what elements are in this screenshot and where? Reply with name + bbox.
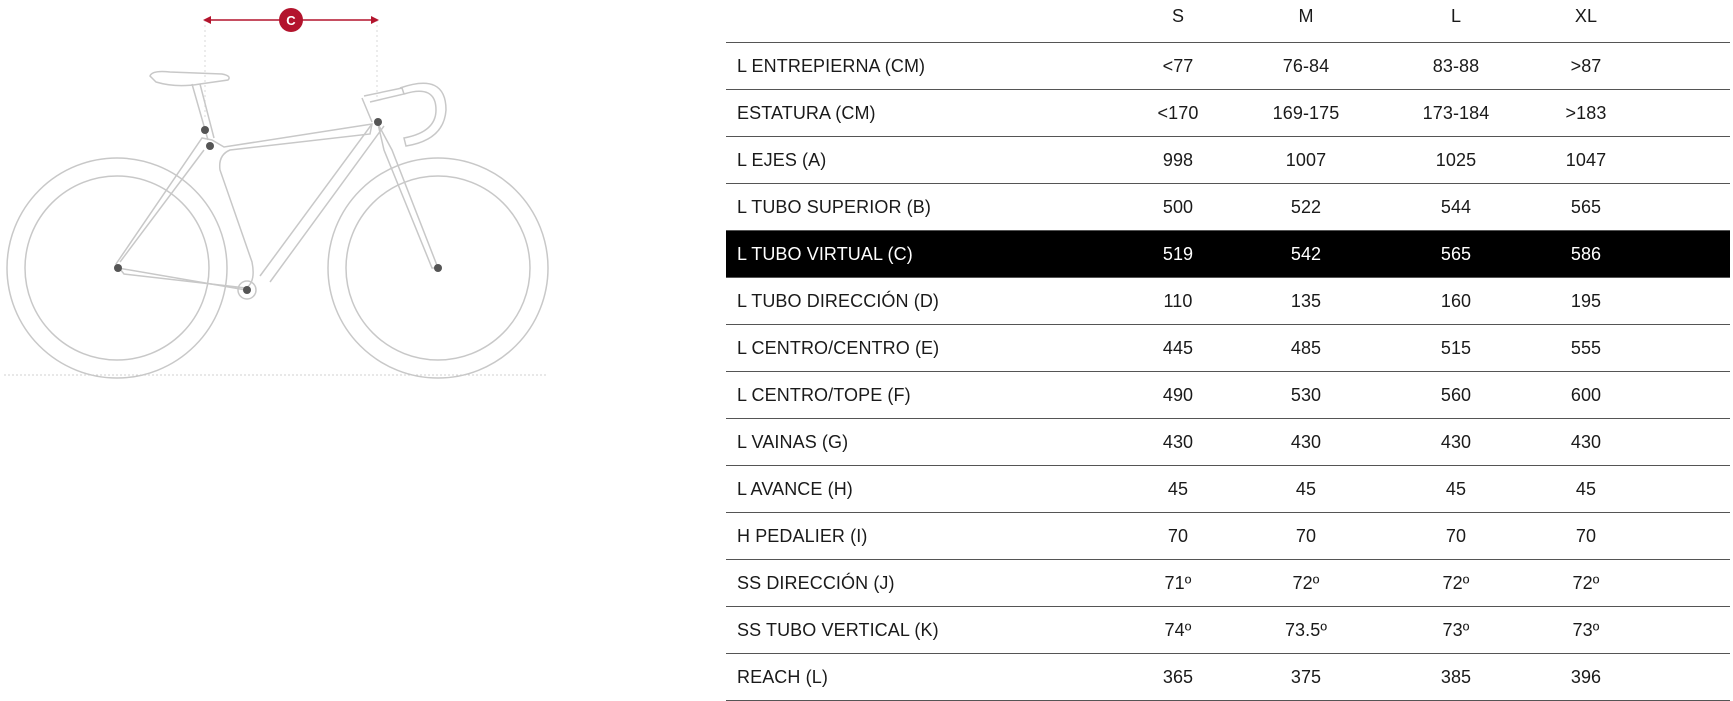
joint-front-axle <box>434 264 442 272</box>
cell-value: 515 <box>1370 325 1542 372</box>
cell-value: 73.5º <box>1242 607 1370 654</box>
cell-value: 430 <box>1114 419 1242 466</box>
cell-value: 160 <box>1370 278 1542 325</box>
row-pad <box>1630 43 1730 90</box>
cell-value: <170 <box>1114 90 1242 137</box>
cell-value: 385 <box>1370 654 1542 701</box>
row-label: L AVANCE (H) <box>726 466 1114 513</box>
row-label: L TUBO VIRTUAL (C) <box>726 231 1114 278</box>
cell-value: 998 <box>1114 137 1242 184</box>
table-row <box>726 560 1730 607</box>
cell-value: 1007 <box>1242 137 1370 184</box>
header-blank <box>726 0 1114 43</box>
frame-outline <box>116 124 372 288</box>
cell-value: 544 <box>1370 184 1542 231</box>
row-label: L VAINAS (G) <box>726 419 1114 466</box>
seat-stay <box>120 150 204 262</box>
row-pad <box>1630 513 1730 560</box>
table-body <box>726 43 1730 701</box>
handlebar <box>400 83 446 146</box>
cell-value: 396 <box>1542 654 1630 701</box>
cell-value: 110 <box>1114 278 1242 325</box>
row-pad <box>1630 607 1730 654</box>
cell-value: 73º <box>1542 607 1630 654</box>
cell-value: 70 <box>1114 513 1242 560</box>
cell-value: 555 <box>1542 325 1630 372</box>
joint-seat-top <box>201 126 209 134</box>
cell-value: 519 <box>1114 231 1242 278</box>
down-tube-lower <box>270 126 384 282</box>
cell-value: 72º <box>1542 560 1630 607</box>
cell-value: 565 <box>1542 184 1630 231</box>
stem <box>362 88 404 122</box>
dimension-c-arrow-left <box>203 16 211 24</box>
joint-rear-axle <box>114 264 122 272</box>
row-pad <box>1630 419 1730 466</box>
cell-value: 173-184 <box>1370 90 1542 137</box>
table-row <box>726 231 1730 278</box>
row-pad <box>1630 137 1730 184</box>
cell-value: 70 <box>1542 513 1630 560</box>
cell-value: 70 <box>1370 513 1542 560</box>
row-pad <box>1630 466 1730 513</box>
dimension-c-arrow-right <box>371 16 379 24</box>
cell-value: 430 <box>1242 419 1370 466</box>
cell-value: 430 <box>1542 419 1630 466</box>
row-pad <box>1630 231 1730 278</box>
cell-value: 70 <box>1242 513 1370 560</box>
row-label: REACH (L) <box>726 654 1114 701</box>
cell-value: 72º <box>1242 560 1370 607</box>
cell-value: >87 <box>1542 43 1630 90</box>
table-row <box>726 90 1730 137</box>
cell-value: 83-88 <box>1370 43 1542 90</box>
cell-value: 542 <box>1242 231 1370 278</box>
cell-value: 195 <box>1542 278 1630 325</box>
cell-value: 169-175 <box>1242 90 1370 137</box>
size-header: M <box>1242 0 1370 43</box>
cell-value: 445 <box>1114 325 1242 372</box>
cell-value: 586 <box>1542 231 1630 278</box>
table-row <box>726 466 1730 513</box>
cell-value: 72º <box>1370 560 1542 607</box>
row-pad <box>1630 90 1730 137</box>
row-label: L CENTRO/CENTRO (E) <box>726 325 1114 372</box>
cell-value: 45 <box>1542 466 1630 513</box>
cell-value: 565 <box>1370 231 1542 278</box>
cell-value: 45 <box>1242 466 1370 513</box>
saddle <box>150 72 229 86</box>
bike-geometry-diagram <box>0 0 560 400</box>
size-header: L <box>1370 0 1542 43</box>
cell-value: >183 <box>1542 90 1630 137</box>
row-pad <box>1630 278 1730 325</box>
row-label: H PEDALIER (I) <box>726 513 1114 560</box>
table-row <box>726 184 1730 231</box>
joint-head-tube <box>374 118 382 126</box>
table-row <box>726 372 1730 419</box>
cell-value: 76-84 <box>1242 43 1370 90</box>
table-row <box>726 43 1730 90</box>
row-pad <box>1630 184 1730 231</box>
cell-value: 500 <box>1114 184 1242 231</box>
table-row <box>726 278 1730 325</box>
size-header: S <box>1114 0 1242 43</box>
row-label: L TUBO DIRECCIÓN (D) <box>726 278 1114 325</box>
row-pad <box>1630 325 1730 372</box>
table-row <box>726 419 1730 466</box>
table-row <box>726 137 1730 184</box>
table-row <box>726 513 1730 560</box>
row-label: L CENTRO/TOPE (F) <box>726 372 1114 419</box>
cell-value: 1025 <box>1370 137 1542 184</box>
table-row <box>726 654 1730 701</box>
cell-value: 45 <box>1114 466 1242 513</box>
joint-bottom-bracket <box>243 286 251 294</box>
dimension-c-marker-label: C <box>286 13 296 28</box>
cell-value: 1047 <box>1542 137 1630 184</box>
cell-value: <77 <box>1114 43 1242 90</box>
row-pad <box>1630 372 1730 419</box>
bike-diagram-svg <box>0 0 560 400</box>
cell-value: 600 <box>1542 372 1630 419</box>
row-label: SS TUBO VERTICAL (K) <box>726 607 1114 654</box>
cell-value: 45 <box>1370 466 1542 513</box>
cell-value: 71º <box>1114 560 1242 607</box>
cell-value: 73º <box>1370 607 1542 654</box>
geometry-table <box>726 0 1730 701</box>
cell-value: 485 <box>1242 325 1370 372</box>
cell-value: 135 <box>1242 278 1370 325</box>
cell-value: 365 <box>1114 654 1242 701</box>
cell-value: 74º <box>1114 607 1242 654</box>
row-label: L TUBO SUPERIOR (B) <box>726 184 1114 231</box>
row-label: L EJES (A) <box>726 137 1114 184</box>
table-header-row <box>726 0 1730 43</box>
table-row <box>726 325 1730 372</box>
header-pad <box>1630 0 1730 43</box>
cell-value: 530 <box>1242 372 1370 419</box>
table-row <box>726 607 1730 654</box>
joint-seat-cluster <box>206 142 214 150</box>
row-pad <box>1630 654 1730 701</box>
cell-value: 490 <box>1114 372 1242 419</box>
cell-value: 560 <box>1370 372 1542 419</box>
cell-value: 522 <box>1242 184 1370 231</box>
cell-value: 430 <box>1370 419 1542 466</box>
cell-value: 375 <box>1242 654 1370 701</box>
row-label: SS DIRECCIÓN (J) <box>726 560 1114 607</box>
row-pad <box>1630 560 1730 607</box>
row-label: L ENTREPIERNA (CM) <box>726 43 1114 90</box>
row-label: ESTATURA (CM) <box>726 90 1114 137</box>
down-tube <box>260 124 372 276</box>
size-header: XL <box>1542 0 1630 43</box>
